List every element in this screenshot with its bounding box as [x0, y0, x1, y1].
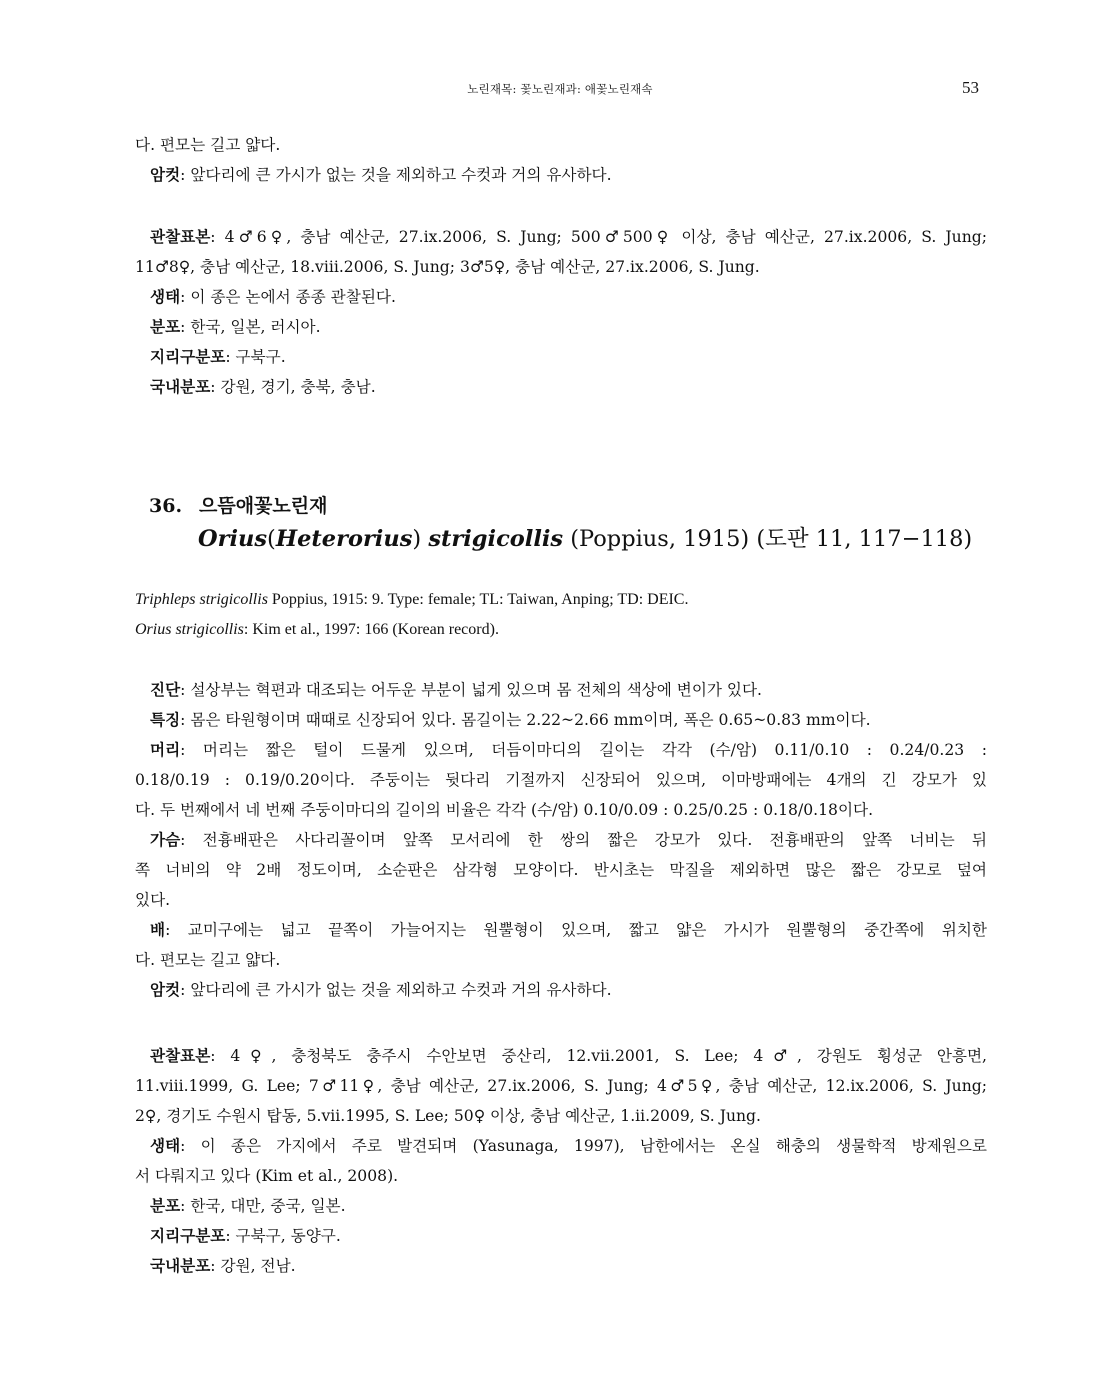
- female-label: 암컷: [150, 165, 181, 184]
- head-text: : 머리는 짧은 털이 드물게 있으며, 더듬이마디의 길이는 각각 (수/암) 0.11/0.10 : 0.24/0.23 :: [180, 741, 987, 759]
- ecology-label: 생태: [150, 287, 181, 306]
- distribution-paragraph: [135, 1191, 987, 1221]
- records: [135, 1041, 987, 1281]
- thorax-text-cont: 있다.: [135, 891, 171, 909]
- abdomen-text: : 교미구에는 넓고 끝쪽이 가늘어지는 원뿔형이 있으며, 짧고 얇은 가시가 원뿔형의 중간쪽에 위치한: [165, 921, 987, 939]
- domestic-text: : 강원, 전남.: [210, 1257, 296, 1275]
- domestic-paragraph: [135, 372, 987, 402]
- specimens-label: 관찰표본: [150, 1046, 211, 1065]
- text-line: 다. 편모는 길고 얇다.: [135, 136, 281, 154]
- specimens-text: : 4♂6♀, 충남 예산군, 27.ix.2006, S. Jung; 500♂500♀ 이상, 충남 예산군, 27.ix.2006, S. Jung;: [210, 228, 987, 246]
- distribution-label: 분포: [150, 1196, 181, 1215]
- specimens-text-cont: 2♀, 경기도 수원시 탑동, 5.vii.1995, S. Lee; 50♀ 이상, 충남 예산군, 1.ii.2009, S. Jung.: [135, 1107, 761, 1125]
- features-text: : 몸은 타원형이며 때때로 신장되어 있다. 몸길이는 2.22~2.66 mm이며, 폭은 0.65~0.83 mm이다.: [180, 711, 871, 729]
- domestic-label: 국내분포: [150, 377, 211, 396]
- zoogeo-label: 지리구분포: [150, 1226, 226, 1245]
- abdomen-label: 배: [150, 920, 166, 939]
- distribution-paragraph: [135, 312, 987, 342]
- diagnosis-text: : 설상부는 혁편과 대조되는 어두운 부분이 넓게 있으며 몸 전체의 색상에 변이가 있다.: [180, 681, 762, 699]
- domestic-text: : 강원, 경기, 충북, 충남.: [210, 378, 376, 396]
- synonymy: [135, 585, 688, 645]
- domestic-paragraph: [135, 1251, 987, 1281]
- continued-species-text: [135, 130, 987, 190]
- thorax-text: : 전흉배판은 사다리꼴이며 앞쪽 모서리에 한 쌍의 짧은 강모가 있다. 전흉배판의 앞쪽 너비는 뒤: [180, 831, 987, 849]
- female-paragraph: [135, 160, 987, 190]
- top-records: [135, 222, 987, 402]
- thorax-label: 가슴: [150, 830, 181, 849]
- abdomen-text-cont: 다. 편모는 길고 얇다.: [135, 951, 281, 969]
- synonym-text: Poppius, 1915: 9. Type: female; TL: Taiwan, Anping; TD: DEIC.: [267, 591, 689, 608]
- head-text-cont: 다. 두 번째에서 네 번째 주둥이마디의 길이의 비율은 각각 (수/암) 0.10/0.09 : 0.25/0.25 : 0.18/0.18이다.: [135, 801, 874, 819]
- thorax-paragraph: [135, 825, 987, 855]
- diagnosis-paragraph: [135, 675, 987, 705]
- species-heading: [149, 490, 327, 522]
- distribution-label: 분포: [150, 317, 181, 336]
- specimens-text-cont: 11♂8♀, 충남 예산군, 18.viii.2006, S. Jung; 3♂5♀, 충남 예산군, 27.ix.2006, S. Jung.: [135, 258, 760, 276]
- epithet: strigicollis: [428, 526, 564, 552]
- authority: (Poppius, 1915) (도판 11, 117−118): [570, 526, 973, 552]
- female-label: 암컷: [150, 980, 181, 999]
- specimens-text-cont: 11.viii.1999, G. Lee; 7♂11♀, 충남 예산군, 27.ix.2006, S. Jung; 4♂5♀, 충남 예산군, 12.ix.2006, S. Jung;: [135, 1077, 987, 1095]
- zoogeo-paragraph: [135, 1221, 987, 1251]
- specimens-label: 관찰표본: [150, 227, 211, 246]
- ecology-label: 생태: [150, 1136, 181, 1155]
- distribution-text: : 한국, 대만, 중국, 일본.: [180, 1197, 346, 1215]
- running-head: 노린재목: 꽃노린재과: 애꽃노린재속: [467, 82, 653, 96]
- synonym-text: : Kim et al., 1997: 166 (Korean record).: [243, 621, 499, 638]
- genus: Orius: [198, 526, 268, 552]
- specimens-text: : 4♀, 충청북도 충주시 수안보면 중산리, 12.vii.2001, S. Lee; 4♂, 강원도 횡성군 안흥면,: [210, 1047, 987, 1065]
- zoogeo-paragraph: [135, 342, 987, 372]
- species-scientific-name: [198, 522, 972, 556]
- specimens-paragraph: [135, 1041, 987, 1071]
- specimens-paragraph: [135, 222, 987, 252]
- paren-close: ): [412, 526, 422, 552]
- domestic-label: 국내분포: [150, 1256, 211, 1275]
- synonym-name: Triphleps strigicollis: [135, 591, 268, 608]
- distribution-text: : 한국, 일본, 러시아.: [180, 318, 321, 336]
- diagnosis-label: 진단: [150, 680, 181, 699]
- ecology-text-cont: 서 다뤄지고 있다 (Kim et al., 2008).: [135, 1167, 399, 1185]
- ecology-paragraph: [135, 282, 987, 312]
- abdomen-paragraph: [135, 915, 987, 945]
- ecology-paragraph: [135, 1131, 987, 1161]
- head-text-cont: 0.18/0.19 : 0.19/0.20이다. 주둥이는 뒷다리 기절까지 신장되어 있으며, 이마방패에는 4개의 긴 강모가 있: [135, 771, 987, 789]
- zoogeo-text: : 구북구.: [225, 348, 286, 366]
- paren-open: (: [267, 526, 276, 552]
- page-number: 53: [962, 78, 979, 97]
- head-label: 머리: [150, 740, 181, 759]
- female-text: : 앞다리에 큰 가시가 없는 것을 제외하고 수컷과 거의 유사하다.: [180, 166, 612, 184]
- synonym-entry: [135, 615, 688, 645]
- zoogeo-text: : 구북구, 동양구.: [225, 1227, 341, 1245]
- synonym-entry: [135, 585, 688, 615]
- subgenus: Heterorius: [275, 526, 413, 552]
- features-label: 특징: [150, 710, 181, 729]
- female-text: : 앞다리에 큰 가시가 없는 것을 제외하고 수컷과 거의 유사하다.: [180, 981, 612, 999]
- description: [135, 675, 987, 1005]
- synonym-name: Orius strigicollis: [135, 621, 244, 638]
- ecology-text: : 이 종은 가지에서 주로 발견되며 (Yasunaga, 1997), 남한에서는 온실 해충의 생물학적 방제원으로: [180, 1137, 987, 1155]
- zoogeo-label: 지리구분포: [150, 347, 226, 366]
- thorax-text-cont: 쪽 너비의 약 2배 정도이며, 소순판은 삼각형 모양이다. 반시초는 막질을 제외하면 많은 짧은 강모로 덮여: [135, 861, 987, 879]
- page-header: [0, 78, 1100, 98]
- species-number: 36.: [149, 495, 183, 517]
- features-paragraph: [135, 705, 987, 735]
- species-korean-name: 으뜸애꽃노린재: [199, 495, 328, 517]
- female-paragraph: [135, 975, 987, 1005]
- ecology-text: : 이 종은 논에서 종종 관찰된다.: [180, 288, 396, 306]
- head-paragraph: [135, 735, 987, 765]
